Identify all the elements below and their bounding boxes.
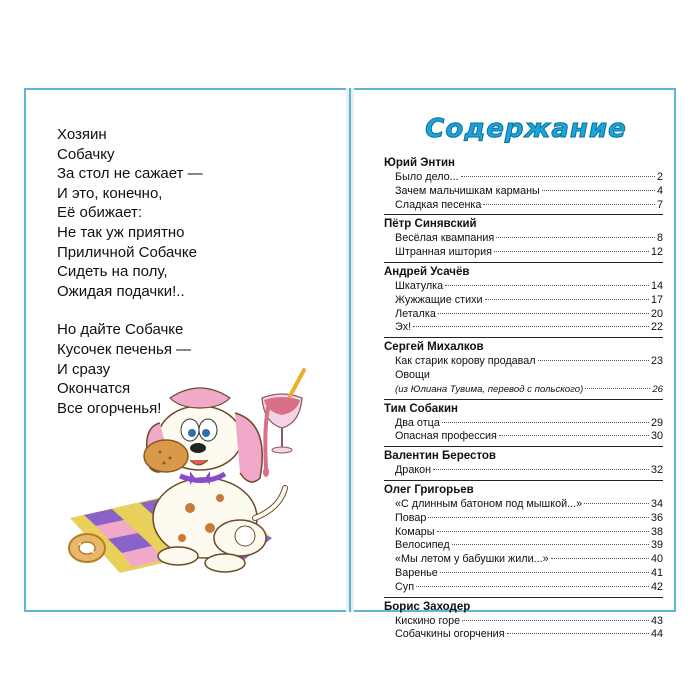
table-of-contents [384,156,663,642]
toc-page-number: 34 [650,497,663,510]
toc-author: Борис Заходер [384,597,663,615]
toc-item[interactable] [384,553,663,567]
toc-item-title: Весёлая квампания [395,232,495,245]
toc-page-number: 44 [650,628,663,641]
toc-author: Сергей Михалков [384,337,663,355]
toc-page-number: 29 [650,416,663,429]
toc-leader-dots [442,422,649,423]
toc-item[interactable] [384,430,663,444]
poem-line: Все огорченья! [57,399,162,417]
contents-title: Содержание [425,114,627,144]
toc-item-title: Дракон [395,464,432,477]
poem-line: Ожидая подачки!.. [57,282,185,300]
toc-item[interactable] [384,539,663,553]
toc-leader-dots [452,544,649,545]
toc-item-title: Кискино горе [395,614,461,627]
toc-page-number: 38 [650,525,663,538]
toc-leader-dots [584,503,649,504]
toc-item[interactable] [384,321,663,335]
toc-author: Олег Григорьев [384,480,663,498]
toc-leader-dots [585,388,650,389]
poem-line: Приличной Собачке [57,243,197,261]
toc-page-number: 23 [650,355,663,368]
poem-line: И сразу [57,360,111,378]
toc-page-number: 30 [650,430,663,443]
toc-author: Тим Собакин [384,399,663,417]
toc-leader-dots [538,360,649,361]
toc-item[interactable] [384,615,663,629]
toc-leader-dots [551,558,649,559]
toc-item-title: Сладкая песенка [395,198,482,211]
poem-line: За стол не сажает — [57,165,203,183]
toc-item[interactable] [384,171,663,185]
toc-item-title: Жужжащие стихи [395,293,483,306]
toc-item[interactable] [384,417,663,431]
toc-leader-dots [445,285,649,286]
toc-item[interactable] [384,308,663,322]
toc-item-title: Эх! [395,321,412,334]
toc-item[interactable] [384,581,663,595]
toc-leader-dots [440,572,649,573]
toc-page-number: 2 [656,171,663,183]
toc-leader-dots [437,531,649,532]
toc-item[interactable] [384,383,663,397]
toc-page-number: 20 [650,307,663,320]
poem-line: Не так уж приятно [57,223,185,241]
toc-item[interactable] [384,369,663,383]
toc-leader-dots [494,251,649,252]
toc-page-number: 40 [650,553,663,566]
toc-item-title: Суп [395,580,415,593]
toc-leader-dots [485,299,649,300]
poem-line: Собачку [57,145,115,163]
toc-item-title: Штранная иштория [395,246,493,259]
toc-page-number: 4 [656,184,663,197]
dog-illustration [40,368,310,590]
toc-leader-dots [433,469,649,470]
toc-page-number: 12 [650,246,663,259]
poem-line: Хозяин [57,126,107,143]
toc-leader-dots [483,204,655,205]
toc-leader-dots [413,326,649,327]
toc-item-title: (из Юлиана Тувима, перевод с польского) [395,383,584,395]
toc-page-number: 8 [656,232,663,245]
toc-item[interactable] [384,185,663,199]
toc-item[interactable] [384,246,663,260]
toc-page-number: 26 [652,383,663,395]
toc-item[interactable] [384,199,663,213]
toc-leader-dots [416,586,649,587]
toc-item-title: Шкатулка [395,279,444,292]
toc-item-title: «Мы летом у бабушки жили...» [395,553,549,566]
toc-item[interactable] [384,280,663,294]
toc-page-number: 7 [656,198,663,211]
toc-item-title: Леталка [395,307,436,320]
toc-leader-dots [496,237,655,238]
toc-page-number: 42 [650,580,663,593]
toc-leader-dots [438,313,649,314]
toc-author: Пётр Синявский [384,214,663,232]
toc-author: Андрей Усачёв [384,262,663,280]
toc-item[interactable] [384,232,663,246]
poem-line: Её обижает: [57,204,143,222]
toc-page-number: 41 [650,566,663,579]
toc-item-title: Повар [395,511,427,524]
toc-item[interactable] [384,498,663,512]
toc-page-number: 32 [650,464,663,477]
toc-item[interactable] [384,567,663,581]
toc-page-number: 43 [650,614,663,627]
toc-page-number: 39 [650,539,663,552]
toc-item-title: Было дело... [395,171,459,183]
toc-item-title: Собачкины огорчения [395,628,505,641]
poem-line: Но дайте Собачке [57,321,184,339]
toc-item-title: Опасная профессия [395,430,497,443]
toc-item[interactable] [384,526,663,540]
poem-line: Кусочек печенья — [57,340,192,358]
poem-line: Сидеть на полу, [57,263,168,281]
toc-author: Валентин Берестов [384,446,663,464]
pretzel [69,534,105,562]
toc-item[interactable] [384,355,663,369]
toc-item-title: Зачем мальчишкам карманы [395,184,540,197]
poem-line: И это, конечно, [57,184,163,202]
toc-leader-dots [542,190,655,191]
toc-item[interactable] [384,628,663,642]
toc-item[interactable] [384,512,663,526]
toc-author: Юрий Энтин [384,157,455,169]
toc-leader-dots [507,633,649,634]
dog [144,388,285,572]
toc-item-title: Велосипед [395,539,450,552]
toc-item-title: Два отца [395,416,440,429]
spine-edge [349,88,351,612]
toc-page-number: 22 [650,321,663,334]
toc-page-number: 17 [650,293,663,306]
toc-leader-dots [428,517,649,518]
toc-item-title: Варенье [395,566,438,579]
toc-item-title: Овощи [395,368,430,381]
toc-item-title: Комары [395,525,435,538]
toc-item-title: «С длинным батоном под мышкой...» [395,497,583,510]
poem-line: Окончатся [57,380,131,398]
poem-stanza [57,125,203,301]
toc-page-number: 14 [650,279,663,292]
toc-item-title: Как старик корову продавал [395,355,536,368]
toc-leader-dots [499,435,649,436]
toc-leader-dots [462,620,649,621]
toc-page-number: 36 [650,511,663,524]
glass [262,370,304,477]
toc-leader-dots [461,176,655,177]
toc-item[interactable] [384,294,663,308]
toc-item[interactable] [384,464,663,478]
